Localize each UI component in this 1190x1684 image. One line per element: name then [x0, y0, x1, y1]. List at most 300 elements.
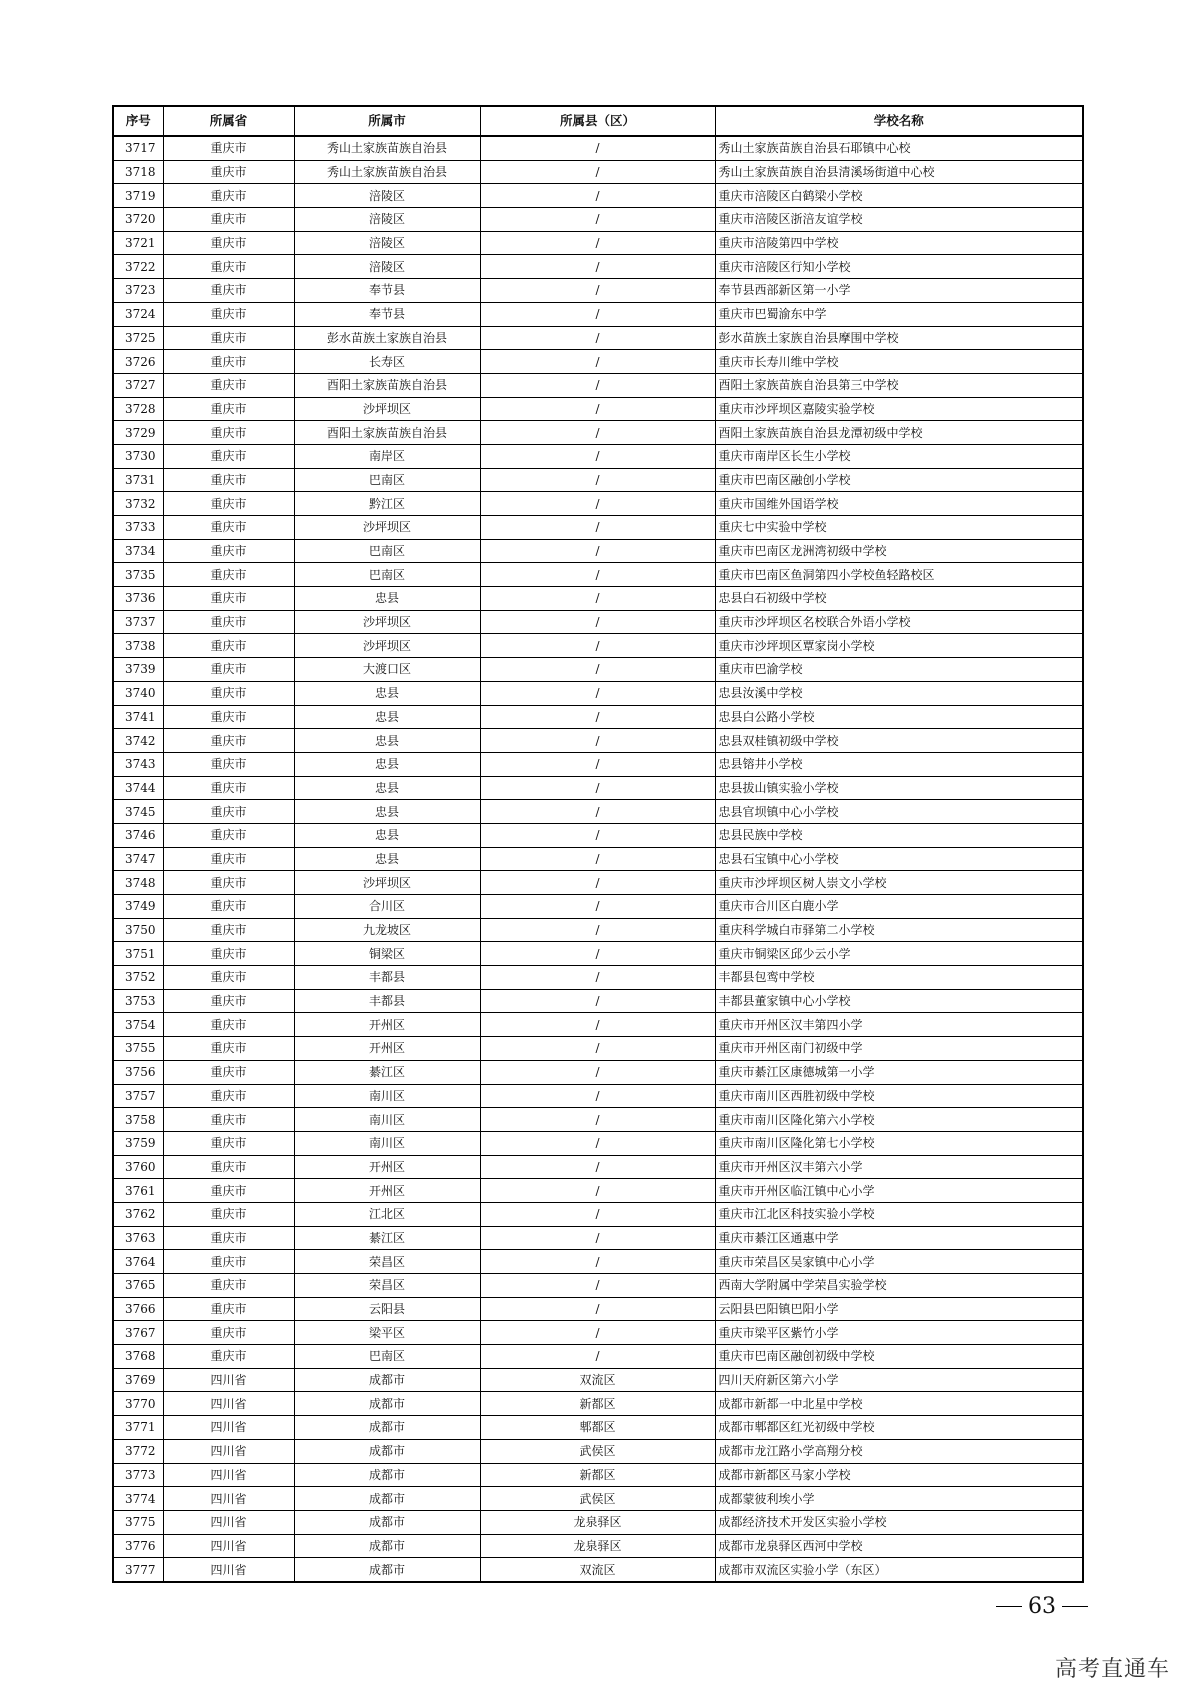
cell-seq: 3749: [113, 895, 163, 919]
cell-province: 四川省: [163, 1439, 294, 1463]
cell-county: /: [480, 1084, 715, 1108]
table-row: [113, 444, 1083, 468]
cell-province: 重庆市: [163, 302, 294, 326]
cell-county: /: [480, 895, 715, 919]
cell-province: 重庆市: [163, 326, 294, 350]
cell-school: 忠县石宝镇中心小学校: [715, 847, 1083, 871]
cell-seq: 3717: [113, 136, 163, 160]
table-row: [113, 1534, 1083, 1558]
cell-seq: 3773: [113, 1463, 163, 1487]
cell-seq: 3735: [113, 563, 163, 587]
cell-county: /: [480, 681, 715, 705]
cell-school: 重庆市荣昌区吴家镇中心小学: [715, 1250, 1083, 1274]
table-row: [113, 492, 1083, 516]
cell-province: 重庆市: [163, 563, 294, 587]
cell-county: /: [480, 942, 715, 966]
cell-school: 重庆市江北区科技实验小学校: [715, 1202, 1083, 1226]
cell-seq: 3772: [113, 1439, 163, 1463]
cell-school: 成都蒙彼利埃小学: [715, 1487, 1083, 1511]
cell-seq: 3758: [113, 1108, 163, 1132]
cell-seq: 3756: [113, 1060, 163, 1084]
cell-county: /: [480, 800, 715, 824]
cell-city: 忠县: [294, 681, 480, 705]
watermark: 高考直通车: [1054, 1657, 1170, 1682]
cell-county: 武侯区: [480, 1487, 715, 1511]
cell-city: 九龙坡区: [294, 918, 480, 942]
table-row: [113, 516, 1083, 540]
table-row: [113, 1274, 1083, 1298]
header-school: 学校名称: [715, 106, 1083, 136]
cell-city: 荣昌区: [294, 1274, 480, 1298]
cell-school: 重庆市开州区汉丰第六小学: [715, 1155, 1083, 1179]
cell-province: 重庆市: [163, 1250, 294, 1274]
cell-province: 重庆市: [163, 800, 294, 824]
table-row: [113, 1463, 1083, 1487]
page-number-text: 63: [1028, 1593, 1056, 1619]
cell-province: 重庆市: [163, 1084, 294, 1108]
cell-province: 重庆市: [163, 1155, 294, 1179]
table-row: [113, 823, 1083, 847]
cell-school: 重庆市沙坪坝区覃家岗小学校: [715, 634, 1083, 658]
cell-city: 忠县: [294, 587, 480, 611]
table-row: [113, 1037, 1083, 1061]
cell-seq: 3720: [113, 208, 163, 232]
cell-seq: 3767: [113, 1321, 163, 1345]
cell-province: 重庆市: [163, 1060, 294, 1084]
table-row: [113, 326, 1083, 350]
cell-school: 忠县白公路小学校: [715, 705, 1083, 729]
cell-seq: 3718: [113, 160, 163, 184]
cell-school: 成都经济技术开发区实验小学校: [715, 1510, 1083, 1534]
cell-province: 重庆市: [163, 823, 294, 847]
cell-province: 四川省: [163, 1463, 294, 1487]
cell-province: 重庆市: [163, 752, 294, 776]
cell-county: /: [480, 492, 715, 516]
cell-county: /: [480, 587, 715, 611]
cell-city: 忠县: [294, 800, 480, 824]
cell-county: /: [480, 1321, 715, 1345]
cell-city: 开州区: [294, 1013, 480, 1037]
cell-city: 綦江区: [294, 1226, 480, 1250]
cell-county: /: [480, 208, 715, 232]
table-row: [113, 208, 1083, 232]
cell-school: 酉阳土家族苗族自治县第三中学校: [715, 373, 1083, 397]
cell-county: /: [480, 1250, 715, 1274]
cell-county: /: [480, 966, 715, 990]
cell-school: 彭水苗族土家族自治县摩围中学校: [715, 326, 1083, 350]
table-row: [113, 231, 1083, 255]
cell-province: 重庆市: [163, 942, 294, 966]
cell-school: 重庆科学城白市驿第二小学校: [715, 918, 1083, 942]
cell-city: 开州区: [294, 1179, 480, 1203]
cell-seq: 3739: [113, 658, 163, 682]
table-row: [113, 279, 1083, 303]
cell-city: 南川区: [294, 1131, 480, 1155]
table-row: [113, 1084, 1083, 1108]
cell-province: 重庆市: [163, 966, 294, 990]
cell-school: 忠县官坝镇中心小学校: [715, 800, 1083, 824]
cell-province: 四川省: [163, 1392, 294, 1416]
cell-county: /: [480, 847, 715, 871]
cell-county: /: [480, 302, 715, 326]
cell-seq: 3752: [113, 966, 163, 990]
cell-province: 重庆市: [163, 989, 294, 1013]
table-row: [113, 255, 1083, 279]
cell-school: 云阳县巴阳镇巴阳小学: [715, 1297, 1083, 1321]
cell-county: /: [480, 918, 715, 942]
cell-city: 成都市: [294, 1487, 480, 1511]
cell-seq: 3763: [113, 1226, 163, 1250]
cell-seq: 3757: [113, 1084, 163, 1108]
table-row: [113, 136, 1083, 160]
cell-school: 重庆市铜梁区邱少云小学: [715, 942, 1083, 966]
cell-school: 重庆市巴南区融创初级中学校: [715, 1345, 1083, 1369]
cell-province: 重庆市: [163, 918, 294, 942]
cell-seq: 3736: [113, 587, 163, 611]
cell-seq: 3764: [113, 1250, 163, 1274]
cell-province: 重庆市: [163, 610, 294, 634]
header-province: 所属省: [163, 106, 294, 136]
cell-school: 重庆市巴南区融创小学校: [715, 468, 1083, 492]
cell-city: 长寿区: [294, 350, 480, 374]
table-row: [113, 1155, 1083, 1179]
cell-city: 巴南区: [294, 563, 480, 587]
cell-province: 四川省: [163, 1416, 294, 1440]
cell-school: 重庆市涪陵区白鹤梁小学校: [715, 184, 1083, 208]
cell-city: 沙坪坝区: [294, 871, 480, 895]
table-row: [113, 1558, 1083, 1582]
table-row: [113, 587, 1083, 611]
cell-school: 四川天府新区第六小学: [715, 1368, 1083, 1392]
cell-school: 丰都县包鸾中学校: [715, 966, 1083, 990]
table-row: [113, 776, 1083, 800]
table-row: [113, 1202, 1083, 1226]
cell-seq: 3751: [113, 942, 163, 966]
cell-school: 成都市龙泉驿区西河中学校: [715, 1534, 1083, 1558]
cell-school: 忠县镕井小学校: [715, 752, 1083, 776]
cell-county: /: [480, 705, 715, 729]
cell-seq: 3728: [113, 397, 163, 421]
page-number: [990, 1593, 1094, 1619]
cell-province: 四川省: [163, 1510, 294, 1534]
table-row: [113, 1416, 1083, 1440]
table-row: [113, 918, 1083, 942]
cell-city: 成都市: [294, 1416, 480, 1440]
cell-county: 双流区: [480, 1368, 715, 1392]
cell-seq: 3766: [113, 1297, 163, 1321]
cell-county: /: [480, 160, 715, 184]
cell-school: 重庆市开州区临江镇中心小学: [715, 1179, 1083, 1203]
table-row: [113, 847, 1083, 871]
cell-school: 重庆市南川区西胜初级中学校: [715, 1084, 1083, 1108]
cell-county: /: [480, 634, 715, 658]
cell-province: 重庆市: [163, 1013, 294, 1037]
cell-seq: 3762: [113, 1202, 163, 1226]
cell-seq: 3765: [113, 1274, 163, 1298]
cell-province: 四川省: [163, 1534, 294, 1558]
cell-seq: 3724: [113, 302, 163, 326]
cell-province: 重庆市: [163, 1202, 294, 1226]
cell-seq: 3768: [113, 1345, 163, 1369]
cell-school: 重庆市綦江区康德城第一小学: [715, 1060, 1083, 1084]
table-row: [113, 1487, 1083, 1511]
cell-county: /: [480, 658, 715, 682]
table-body: [113, 136, 1083, 1582]
cell-seq: 3734: [113, 539, 163, 563]
cell-province: 重庆市: [163, 634, 294, 658]
cell-city: 成都市: [294, 1368, 480, 1392]
cell-seq: 3722: [113, 255, 163, 279]
cell-county: 龙泉驿区: [480, 1510, 715, 1534]
cell-seq: 3776: [113, 1534, 163, 1558]
cell-county: /: [480, 279, 715, 303]
cell-city: 奉节县: [294, 302, 480, 326]
table-row: [113, 1131, 1083, 1155]
cell-county: /: [480, 1155, 715, 1179]
cell-province: 重庆市: [163, 1345, 294, 1369]
cell-province: 重庆市: [163, 871, 294, 895]
cell-province: 重庆市: [163, 776, 294, 800]
cell-school: 丰都县董家镇中心小学校: [715, 989, 1083, 1013]
cell-province: 重庆市: [163, 539, 294, 563]
table-row: [113, 942, 1083, 966]
table-row: [113, 1392, 1083, 1416]
cell-seq: 3770: [113, 1392, 163, 1416]
cell-school: 重庆市南岸区长生小学校: [715, 444, 1083, 468]
cell-school: 重庆市巴南区鱼洞第四小学校鱼轻路校区: [715, 563, 1083, 587]
cell-seq: 3744: [113, 776, 163, 800]
cell-county: 新都区: [480, 1392, 715, 1416]
table-row: [113, 1510, 1083, 1534]
cell-seq: 3719: [113, 184, 163, 208]
cell-city: 开州区: [294, 1037, 480, 1061]
cell-city: 忠县: [294, 752, 480, 776]
cell-seq: 3745: [113, 800, 163, 824]
table-row: [113, 184, 1083, 208]
cell-school: 忠县民族中学校: [715, 823, 1083, 847]
cell-province: 四川省: [163, 1487, 294, 1511]
cell-seq: 3771: [113, 1416, 163, 1440]
cell-province: 重庆市: [163, 1131, 294, 1155]
cell-seq: 3742: [113, 729, 163, 753]
table-row: [113, 634, 1083, 658]
cell-school: 忠县双桂镇初级中学校: [715, 729, 1083, 753]
table-row: [113, 373, 1083, 397]
table-row: [113, 350, 1083, 374]
cell-city: 沙坪坝区: [294, 516, 480, 540]
table-row: [113, 1060, 1083, 1084]
table-row: [113, 658, 1083, 682]
cell-seq: 3731: [113, 468, 163, 492]
cell-county: /: [480, 729, 715, 753]
cell-city: 南川区: [294, 1084, 480, 1108]
cell-county: /: [480, 1179, 715, 1203]
table-row: [113, 1439, 1083, 1463]
cell-city: 秀山土家族苗族自治县: [294, 160, 480, 184]
cell-county: /: [480, 1013, 715, 1037]
table-row: [113, 752, 1083, 776]
cell-seq: 3726: [113, 350, 163, 374]
dash-right: [1062, 1606, 1088, 1607]
table-header: [113, 106, 1083, 136]
cell-county: /: [480, 373, 715, 397]
cell-province: 重庆市: [163, 658, 294, 682]
cell-school: 重庆市南川区隆化第七小学校: [715, 1131, 1083, 1155]
cell-school: 重庆市沙坪坝区嘉陵实验学校: [715, 397, 1083, 421]
cell-city: 成都市: [294, 1439, 480, 1463]
header-city: 所属市: [294, 106, 480, 136]
cell-county: /: [480, 1202, 715, 1226]
cell-city: 沙坪坝区: [294, 397, 480, 421]
cell-city: 大渡口区: [294, 658, 480, 682]
cell-seq: 3732: [113, 492, 163, 516]
table-row: [113, 681, 1083, 705]
cell-seq: 3777: [113, 1558, 163, 1582]
cell-city: 成都市: [294, 1392, 480, 1416]
cell-county: /: [480, 539, 715, 563]
cell-county: /: [480, 871, 715, 895]
cell-province: 重庆市: [163, 421, 294, 445]
cell-seq: 3760: [113, 1155, 163, 1179]
cell-province: 重庆市: [163, 847, 294, 871]
cell-county: /: [480, 1226, 715, 1250]
cell-city: 巴南区: [294, 539, 480, 563]
table-row: [113, 705, 1083, 729]
table-row: [113, 800, 1083, 824]
cell-school: 重庆市綦江区通惠中学: [715, 1226, 1083, 1250]
cell-province: 重庆市: [163, 681, 294, 705]
cell-city: 成都市: [294, 1463, 480, 1487]
cell-school: 秀山土家族苗族自治县清溪场街道中心校: [715, 160, 1083, 184]
cell-school: 酉阳土家族苗族自治县龙潭初级中学校: [715, 421, 1083, 445]
cell-seq: 3743: [113, 752, 163, 776]
cell-county: /: [480, 516, 715, 540]
cell-province: 重庆市: [163, 468, 294, 492]
cell-county: /: [480, 397, 715, 421]
cell-county: 新都区: [480, 1463, 715, 1487]
cell-city: 云阳县: [294, 1297, 480, 1321]
cell-school: 重庆市涪陵第四中学校: [715, 231, 1083, 255]
cell-province: 重庆市: [163, 255, 294, 279]
cell-school: 忠县汝溪中学校: [715, 681, 1083, 705]
table-row: [113, 1179, 1083, 1203]
cell-city: 忠县: [294, 776, 480, 800]
cell-county: /: [480, 989, 715, 1013]
cell-county: /: [480, 752, 715, 776]
cell-school: 重庆七中实验中学校: [715, 516, 1083, 540]
table-row: [113, 1226, 1083, 1250]
cell-school: 奉节县西部新区第一小学: [715, 279, 1083, 303]
table-row: [113, 421, 1083, 445]
cell-seq: 3761: [113, 1179, 163, 1203]
table-row: [113, 397, 1083, 421]
cell-seq: 3727: [113, 373, 163, 397]
cell-seq: 3750: [113, 918, 163, 942]
cell-school: 重庆市涪陵区行知小学校: [715, 255, 1083, 279]
cell-city: 彭水苗族土家族自治县: [294, 326, 480, 350]
cell-county: /: [480, 231, 715, 255]
table-row: [113, 966, 1083, 990]
cell-seq: 3754: [113, 1013, 163, 1037]
cell-seq: 3746: [113, 823, 163, 847]
cell-county: /: [480, 255, 715, 279]
cell-city: 丰都县: [294, 989, 480, 1013]
cell-school: 重庆市巴蜀渝东中学: [715, 302, 1083, 326]
cell-school: 西南大学附属中学荣昌实验学校: [715, 1274, 1083, 1298]
cell-province: 重庆市: [163, 184, 294, 208]
cell-city: 沙坪坝区: [294, 610, 480, 634]
cell-seq: 3755: [113, 1037, 163, 1061]
cell-school: 忠县白石初级中学校: [715, 587, 1083, 611]
cell-province: 重庆市: [163, 231, 294, 255]
cell-county: 武侯区: [480, 1439, 715, 1463]
cell-city: 涪陵区: [294, 184, 480, 208]
cell-city: 涪陵区: [294, 231, 480, 255]
table-row: [113, 1297, 1083, 1321]
cell-school: 重庆市涪陵区浙涪友谊学校: [715, 208, 1083, 232]
cell-province: 四川省: [163, 1368, 294, 1392]
cell-school: 成都市新都区马家小学校: [715, 1463, 1083, 1487]
cell-school: 忠县拔山镇实验小学校: [715, 776, 1083, 800]
cell-province: 重庆市: [163, 136, 294, 160]
cell-city: 忠县: [294, 847, 480, 871]
cell-province: 重庆市: [163, 492, 294, 516]
cell-province: 重庆市: [163, 1037, 294, 1061]
cell-province: 重庆市: [163, 397, 294, 421]
cell-city: 酉阳土家族苗族自治县: [294, 421, 480, 445]
cell-city: 成都市: [294, 1510, 480, 1534]
cell-school: 重庆市合川区白鹿小学: [715, 895, 1083, 919]
cell-school: 重庆市开州区汉丰第四小学: [715, 1013, 1083, 1037]
cell-city: 忠县: [294, 705, 480, 729]
cell-city: 忠县: [294, 729, 480, 753]
cell-province: 重庆市: [163, 279, 294, 303]
cell-province: 重庆市: [163, 350, 294, 374]
table-row: [113, 871, 1083, 895]
cell-province: 重庆市: [163, 1297, 294, 1321]
cell-province: 重庆市: [163, 516, 294, 540]
cell-county: /: [480, 1037, 715, 1061]
table-row: [113, 610, 1083, 634]
cell-city: 合川区: [294, 895, 480, 919]
cell-county: /: [480, 610, 715, 634]
cell-county: /: [480, 184, 715, 208]
cell-county: /: [480, 444, 715, 468]
cell-seq: 3737: [113, 610, 163, 634]
cell-city: 奉节县: [294, 279, 480, 303]
table-row: [113, 539, 1083, 563]
cell-province: 重庆市: [163, 444, 294, 468]
cell-school: 成都市双流区实验小学（东区）: [715, 1558, 1083, 1582]
cell-seq: 3723: [113, 279, 163, 303]
cell-county: /: [480, 1274, 715, 1298]
cell-province: 重庆市: [163, 1226, 294, 1250]
cell-city: 秀山土家族苗族自治县: [294, 136, 480, 160]
cell-seq: 3759: [113, 1131, 163, 1155]
cell-county: 龙泉驿区: [480, 1534, 715, 1558]
cell-city: 成都市: [294, 1534, 480, 1558]
cell-school: 成都市新都一中北星中学校: [715, 1392, 1083, 1416]
cell-county: /: [480, 1131, 715, 1155]
cell-seq: 3741: [113, 705, 163, 729]
cell-school: 重庆市巴南区龙洲湾初级中学校: [715, 539, 1083, 563]
cell-school: 重庆市巴渝学校: [715, 658, 1083, 682]
cell-city: 荣昌区: [294, 1250, 480, 1274]
cell-school: 重庆市南川区隆化第六小学校: [715, 1108, 1083, 1132]
cell-county: /: [480, 1297, 715, 1321]
table-row: [113, 1321, 1083, 1345]
header-seq: 序号: [113, 106, 163, 136]
